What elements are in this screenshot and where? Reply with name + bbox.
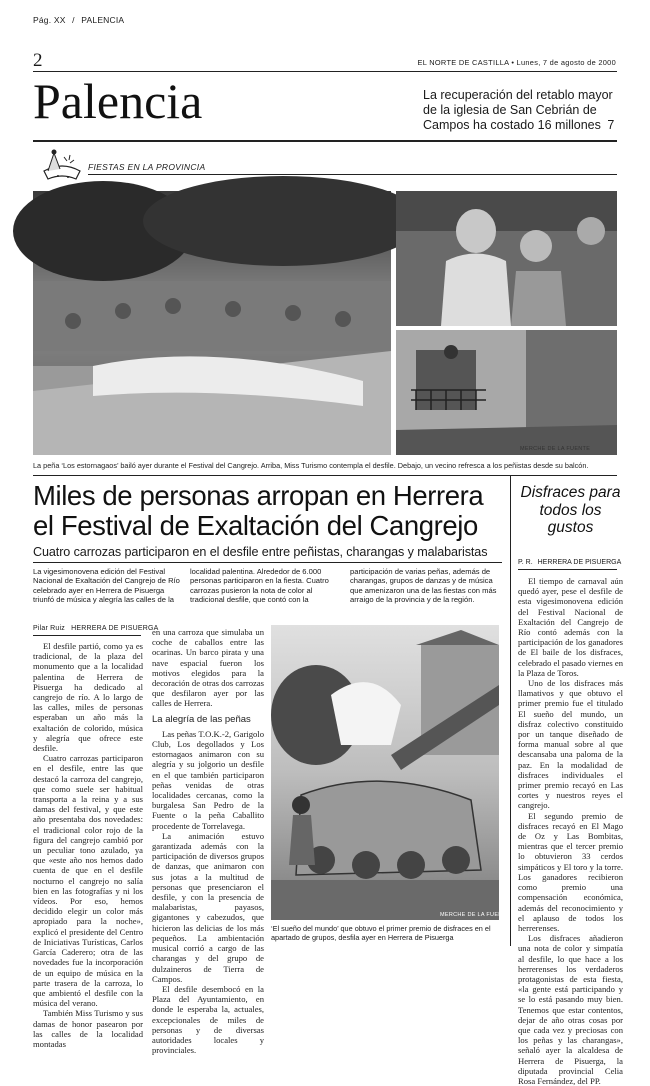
- body-paragraph: La animación estuvo garantizada además con la participación de diversos grupos de danzas, que animaron con sus jotas a la multitud de personas que presenciaron el desfile, y con la presencia de malabaristas, payasos, gigantones y cabezudos, que hicieron las delicias de los más pequeños. La ambientación musical corrió a cargo de las charangas y del grupo de dulzaineros de Tierra de Campos.: [152, 830, 264, 984]
- category-label: FIESTAS EN LA PROVINCIA: [88, 162, 206, 172]
- sidebar-paragraph: Uno de los disfraces más llamativos y que obtuvo el primer premio fue el titulado El sueño del mundo, un disfraz colectivo constituido por un tanque diseñado de forma manual sobre al que descansaba una paloma de la paz. En la modalidad de disfraces individuales el primer premio recayó en Las cortes y nuestros reyes el cangrejo.: [518, 678, 623, 811]
- byline-name: Pilar Ruiz: [33, 625, 65, 632]
- body-paragraph: Las peñas T.O.K.-2, Garigolo Club, Los degollados y Los estornagaos animaron con su alegría y su jolgorio un desfile en el que también participaron peñas venidas de otras localidades cercanas, como la burgalesa San Pedro de la Fuente o la peña Caballito procedente de Torrelavega.: [152, 728, 264, 831]
- header-rule-bottom: [33, 140, 617, 142]
- headline: [33, 481, 503, 541]
- top-bar: Pág. XX / PALENCIA: [33, 15, 125, 25]
- category-rule: [88, 174, 617, 175]
- paper-info: EL NORTE DE CASTILLA • Lunes, 7 de agosto de 2000: [417, 58, 616, 67]
- sidebar-byline: [518, 559, 623, 566]
- bottom-photo-credit: MERCHE DE LA FUENTE: [440, 912, 511, 918]
- sidebar-byline-name: P. R.: [518, 559, 533, 566]
- body-paragraph: Cuatro carrozas participaron en el desfile, entre las que destacó la carroza del cangrejo, que como suele ser habitual transporta a la reina y a sus damas del festival, y que este año presentaba dos novedades: el tradicional color rojo de la figura del cangrejo cambió por un peculiar tono azulado, ya que «este año nos hemos dado cuenta de que en el desfile nocturno el cangrejo no salía bien en las fotografías y ni los vídeos. Por eso, hemos decidido elegir un color más apropiado para la noche», explicó el presidente del Centro de Iniciativas Turísticas, Carlos García Caderero; otra de las novedades fue la incorporación de un equipo de música en la parte trasera de la carroza, lo que ambientó el desfile con la música del verano.: [33, 753, 143, 1009]
- subheadline-rule: [33, 562, 502, 563]
- top-photo-credit: MERCHE DE LA FUENTE: [520, 446, 591, 452]
- header-rule: [33, 71, 617, 72]
- party-hat-icon: [40, 147, 84, 187]
- byline: [33, 625, 159, 632]
- sidebar-paragraph: El tiempo de carnaval aún quedó ayer, pese el desfile de esta vigesimonovena edición del Festival Nacional de Exaltación del Cangrejo de Río contó además con la participación de los ganadores de El baile de los disfraces, celebrado el pasado viernes en la Plaza de Toros.: [518, 576, 623, 678]
- photo-tank-costume: [271, 625, 499, 920]
- body-paragraph: También Miss Turismo y sus damas de honor pasearon por las calles de la localidad montadas: [33, 1008, 143, 1049]
- subhead-peñas: La alegría de las peñas: [152, 713, 251, 725]
- sidebar-divider: [510, 476, 511, 946]
- sidebar-paragraph: Los disfraces añadieron una nota de color y simpatía al desfile, lo que hace a los herrerenses los verdaderos protagonistas de esta fiesta, «la gente está participando y se lo está pasando muy bien. Tenemos que estar contentos, dejar de año otras cosas por que cada vez y preciosas con los peñas y las charangas», señaló ayer la alcaldesa de Herrera de Pisuerga, la diputada provincial Celia Rosa Fernández, del PP.: [518, 933, 623, 1086]
- bottom-photo-caption: ‘El sueño del mundo’ que obtuvo el primer premio de disfraces en el apartado de grupos, desfila ayer en Herrera de Pisuerga: [271, 924, 491, 942]
- headline-line-1: Miles de personas arropan en Herrera: [33, 480, 484, 511]
- photo-caption: La peña ‘Los estornagaos’ bailó ayer durante el Festival del Cangrejo. Arriba, Miss Turismo contempla el desfile. Debajo, un vecino refresca a los peñistas desde su balcón.: [33, 461, 589, 470]
- teaser-text: La recuperación del retablo mayor de la iglesia de San Cebrián de Campos ha costado 16 millones: [423, 88, 613, 132]
- subheadline: Cuatro carrozas participaron en el desfile entre peñistas, charangas y malabaristas: [33, 545, 488, 559]
- photo-miss-turismo: [396, 191, 617, 326]
- photo-balcony: [396, 330, 617, 455]
- page-number: 2: [33, 50, 43, 71]
- sidebar-byline-place: HERRERA DE PISUERGA: [537, 559, 622, 566]
- body-col-1: [33, 641, 143, 1049]
- byline-place: HERRERA DE PISUERGA: [71, 625, 159, 632]
- headline-line-2: el Festival de Exaltación del Cangrejo: [33, 510, 478, 541]
- lead-col-3: participación de varias peñas, además de charangas, grupos de danzas y de música que amenizaron una de las fiestas con más arraigo de la provincia y de la región.: [350, 567, 497, 604]
- caption-rule: [33, 475, 617, 476]
- body-paragraph: en una carroza que simulaba un coche de caballos entre las ocarinas. Un barco pirata y una nave espacial fueron los motivos elegidos para la decoración de otras dos carrozas que desfilaron ayer por las calles de Herrera.: [152, 627, 264, 709]
- body-paragraph: El desfile partió, como ya es tradicional, de la plaza del monumento que a la localidad palentina de Herrera de Pisuerga ha dedicado al cangrejo de río. A lo largo de las calles, miles de personas esperaban un año más la exaltación de colorido, música y alegría que ofrece este desfile.: [33, 641, 143, 754]
- sidebar-title: Disfraces para todos los gustos: [520, 484, 621, 536]
- sidebar-paragraph: El segundo premio de disfraces recayó en El Mago de Oz y Las Bombitas, mientras que el tercer premio lo obtuvieron 33 cerdos simpáticos y El toro y la torre. Los ganadores recibieron como premio una compensación económica, además del reconocimiento y el aplauso de todos los herrerenses.: [518, 810, 623, 933]
- teaser-page: 7: [607, 118, 615, 132]
- sidebar-body: [518, 576, 623, 1086]
- lead-col-2: localidad palentina. Alrededor de 6.000 personas participaron en la fiesta. Cuatro carrozas pusieron la nota de color al tradicional desfile, que contó con la: [190, 567, 329, 604]
- body-paragraph: El desfile desembocó en la Plaza del Ayuntamiento, en donde le esperaba la, actuales, excepcionales de miles de personas y de diversas autoridades locales y provinciales.: [152, 983, 264, 1056]
- photo-dancers: [33, 191, 391, 455]
- section-title: Palencia: [33, 73, 203, 129]
- byline-rule: [33, 635, 141, 636]
- teaser[interactable]: [423, 88, 619, 133]
- top-section: PALENCIA: [81, 15, 125, 25]
- body-col-2: [152, 627, 264, 1056]
- sidebar-byline-rule: [518, 569, 617, 570]
- page-label: Pág. XX: [33, 15, 66, 25]
- lead-col-1: La vigesimonovena edición del Festival Nacional de Exaltación del Cangrejo de Río celebrado ayer en Herrera de Pisuerga triunfó de música y alegría las calles de la: [33, 567, 180, 604]
